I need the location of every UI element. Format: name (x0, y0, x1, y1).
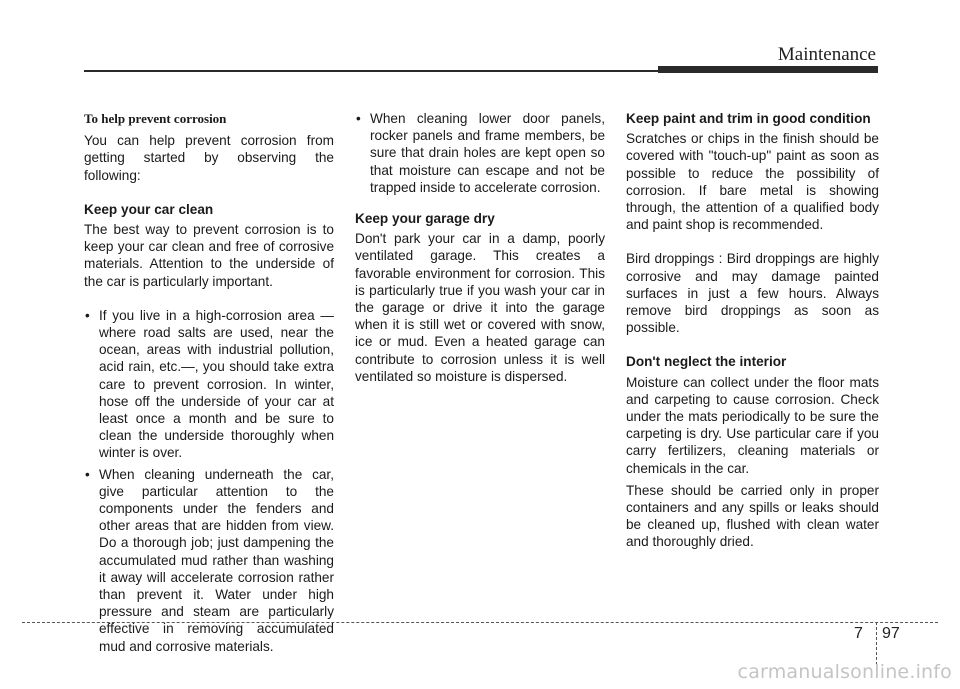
bullet-item: • If you live in a high-corrosion area — where road salts are used, near the ocean, areas with industrial pollution, acid rain, etc.—, you should take extra care to prevent corrosion. In winter, hose off the underside of your car at least once a month and be sure to clean the underside thoroughly when winter is over. (84, 307, 334, 462)
bullet-item: • When cleaning underneath the car, give particular attention to the components under the fenders and other areas that are hidden from view. Do a thorough job; just dampening the accumulated mud rather than washing it away will accelerate corrosion rather than prevent it. Water under high pressure and steam are particularly effective in removing accumulated mud and corrosive materials. (84, 466, 334, 655)
interior-body-1: Moisture can collect under the floor mats and carpeting to cause corrosion. Check under the mats periodically to be sure the carpeting is dry. Use particular care if you carry fertilizers, cleaning materials or chemicals in the car. (626, 374, 879, 476)
bullet-item: • When cleaning lower door panels, rocker panels and frame members, be sure that drain holes are kept open so that moisture can escape and not be trapped inside to accelerate corrosion. (355, 110, 605, 196)
header-rule-thick (658, 66, 878, 73)
door-panel-bullet-list (355, 110, 605, 196)
page-number: 97 (882, 625, 900, 642)
header-rule-thin (84, 70, 658, 72)
clean-bullet-list (84, 307, 334, 655)
column-right (626, 110, 879, 551)
section-header-title: Maintenance (777, 44, 876, 65)
garage-body: Don't park your car in a damp, poorly ventilated garage. This creates a favorable environment for corrosion. This is particularly true if you wash your car in the garage or drive it into the garage when it is still wet or covered with snow, ice or mud. Even a heated garage can contribute to corrosion unless it is well ventilated so moisture is dispersed. (355, 231, 605, 384)
clean-body: The best way to prevent corrosion is to keep your car clean and free of corrosive materials. Attention to the underside of the car is particularly important. (84, 222, 334, 289)
footer-dashed-rule (22, 622, 938, 623)
bird-droppings-body: Bird droppings : Bird droppings are highly corrosive and may damage painted surfaces in just a few hours. Always remove bird droppings as soon as possible. (626, 251, 879, 336)
corrosion-intro: You can help prevent corrosion from getting started by observing the following: (84, 133, 334, 183)
interior-heading: Don't neglect the interior (626, 354, 787, 370)
interior-body-2: These should be carried only in proper containers and any spills or leaks should be cleaned up, flushed with clean water and thoroughly dried. (626, 482, 879, 550)
column-middle (355, 110, 605, 385)
watermark-text: carmanualsonline.info (737, 661, 952, 683)
chapter-number: 7 (854, 625, 863, 642)
corrosion-heading: To help prevent corrosion (84, 111, 227, 126)
clean-heading: Keep your car clean (84, 201, 214, 217)
garage-heading: Keep your garage dry (355, 211, 495, 227)
column-left (84, 110, 334, 659)
paint-heading: Keep paint and trim in good condition (626, 111, 871, 126)
paint-body: Scratches or chips in the finish should be covered with "touch-up" paint as soon as possible to reduce the possibility of corrosion. If bare metal is showing through, the attention of a qualified body and paint shop is recommended. (626, 131, 879, 233)
